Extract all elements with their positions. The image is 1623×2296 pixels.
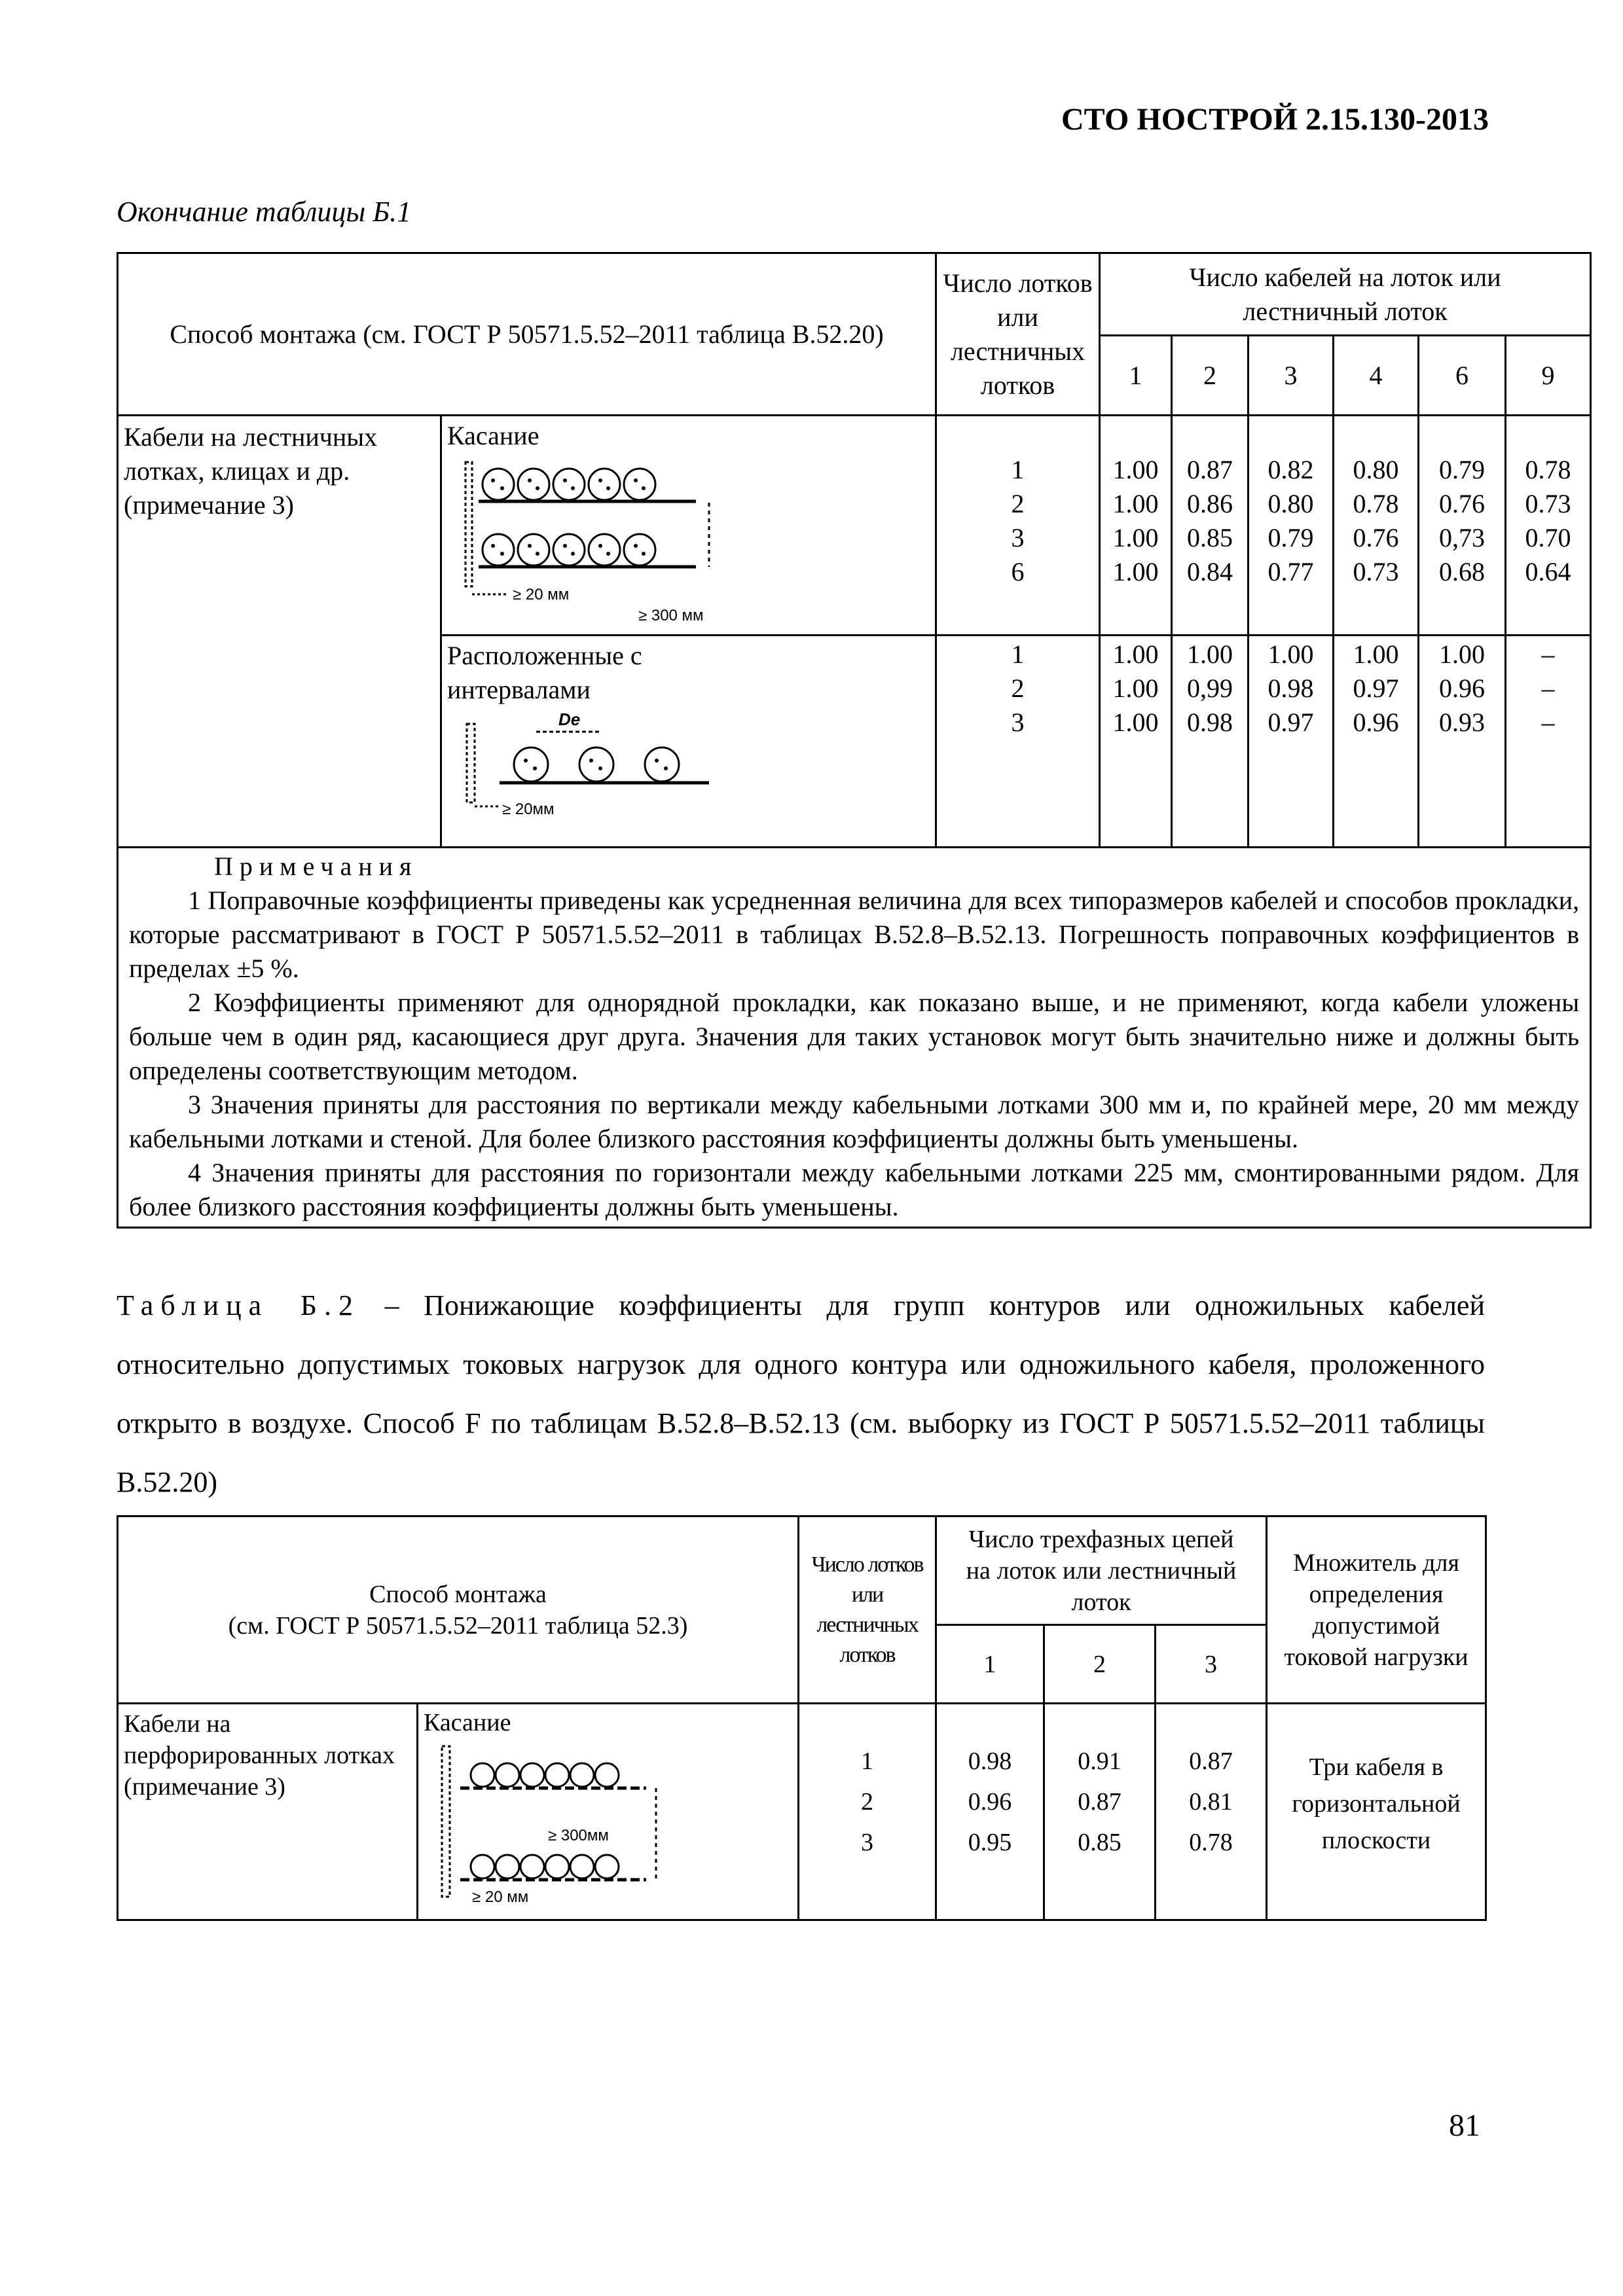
circuit-count-header: 2 [1044,1625,1156,1704]
values-column: 0.91 0.87 0.85 [1044,1704,1156,1920]
values-column: 1.00 0.98 0.97 [1249,636,1334,848]
table-b1 [117,252,1592,1229]
cables-count-header: Число кабелей на лоток или лестничный лоток [1100,253,1591,336]
note-item: 1 Поправочные коэффициенты приведены как усредненная величина для всех типоразмеров кабелей и способов прокладки, которые рассматривают в ГОСТ Р 50571.5.52–2011 в таблицах В.52.8–В.52.13. Погрешность поправочных коэффициентов в пределах ±5 %. [129,886,1580,983]
method-header: Способ монтажа (см. ГОСТ Р 50571.5.52–2011 таблица В.52.20) [118,253,936,416]
method-cell-touching [418,1704,799,1920]
figure-label: De [558,711,581,729]
multiplier-header: Множитель для определения допустимой токовой нагрузки [1267,1516,1486,1704]
values-column: 0.98 0.96 0.95 [936,1704,1044,1920]
figure-label: ≥ 20 мм [472,1888,529,1906]
method-label: Касание [447,421,539,450]
values-column: 1.00 1.00 1.00 1.00 [1100,416,1172,636]
cable-count-header: 6 [1419,336,1506,416]
figure-label: ≥ 20 мм [513,586,570,603]
method-header: Способ монтажа (см. ГОСТ Р 50571.5.52–2011 таблица 52.3) [118,1516,799,1704]
cable-count-header: 1 [1100,336,1172,416]
trays-cell: 1 2 3 [936,636,1100,848]
spaced-trays-figure [460,711,735,829]
cable-count-header: 4 [1334,336,1419,416]
values-column: 0.78 0.73 0.70 0.64 [1506,416,1591,636]
note-item: 3 Значения приняты для расстояния по вертикали между кабельными лотками 300 мм и, по крайней мере, 20 мм между кабельными лотками и стеной. Для более близкого расстояния коэффициенты должны быть уменьшены. [129,1090,1580,1153]
values-column: 0.80 0.78 0.76 0.73 [1334,416,1419,636]
cable-count-header: 2 [1172,336,1249,416]
cable-count-header: 9 [1506,336,1591,416]
values-column: 1.00 0.96 0.93 [1419,636,1506,848]
perforated-trays-figure [437,1742,672,1906]
values-column: 0.87 0.81 0.78 [1156,1704,1267,1920]
circuits-header: Число трехфазных цепей на лоток или лестничный лоток [936,1516,1267,1625]
trays-cell: 1 2 3 [799,1704,936,1920]
touching-trays-figure [460,457,735,626]
values-column: – – – [1506,636,1591,848]
table-b2-label: Таблица Б.2 [117,1289,361,1321]
values-column: 0.79 0.76 0,73 0.68 [1419,416,1506,636]
trays-header: Число лотков или лестничных лотков [799,1516,936,1704]
table-notes [118,848,1591,1228]
note-item: 4 Значения приняты для расстояния по горизонтали между кабельными лотками 225 мм, смонтированными рядом. Для более близкого расстояния коэффициенты должны быть уменьшены. [129,1158,1580,1221]
table-b2 [117,1515,1487,1921]
multiplier-value: Три кабеля в горизонтальной плоскости [1267,1704,1486,1920]
method-label: Касание [424,1709,511,1736]
method-label: Расположенные с интервалами [447,641,642,704]
document-code-header: СТО НОСТРОЙ 2.15.130-2013 [1061,102,1489,137]
values-column: 1.00 0.97 0.96 [1334,636,1419,848]
cable-count-header: 3 [1249,336,1334,416]
trays-cell: 1 2 3 6 [936,416,1100,636]
values-column: 1.00 1.00 1.00 [1100,636,1172,848]
circuit-count-header: 1 [936,1625,1044,1704]
figure-label: ≥ 20мм [502,800,555,818]
table-continuation-caption: Окончание таблицы Б.1 [117,196,412,228]
cable-icon [483,469,655,500]
row-group-label: Кабели на лестничных лотках, клицах и др. (примечание 3) [118,416,441,848]
values-column: 0.82 0.80 0.79 0.77 [1249,416,1334,636]
values-column: 0.87 0.86 0.85 0.84 [1172,416,1249,636]
figure-label: ≥ 300мм [548,1827,609,1844]
circuit-count-header: 3 [1156,1625,1267,1704]
values-column: 1.00 0,99 0.98 [1172,636,1249,848]
trays-header: Число лотков или лестничных лотков [936,253,1100,416]
table-b2-title: – Понижающие коэффициенты для групп контуров или одножильных кабелей относительно допустимых токовых нагрузок для одного контура или одножильного кабеля, проложенного открыто в воздухе. Способ F по таблицам В.52.8–В.52.13 (см. выборку из ГОСТ Р 50571.5.52–2011 таблицы В.52.20) [117,1289,1485,1498]
table-b2-caption [117,1276,1485,1512]
method-cell-touching [441,416,936,636]
note-item: 2 Коэффициенты применяют для однорядной прокладки, как показано выше, и не применяют, когда кабели уложены больше чем в один ряд, касающиеся друг друга. Значения для таких установок могут быть значительно ниже и должны быть определены соответствующим методом. [129,988,1580,1085]
method-cell-spaced [441,636,936,848]
row-group-label: Кабели на перфорированных лотках (примечание 3) [118,1704,418,1920]
page-number: 81 [1449,2108,1480,2143]
notes-heading: Примечания [214,852,418,881]
figure-label: ≥ 300 мм [638,607,704,624]
